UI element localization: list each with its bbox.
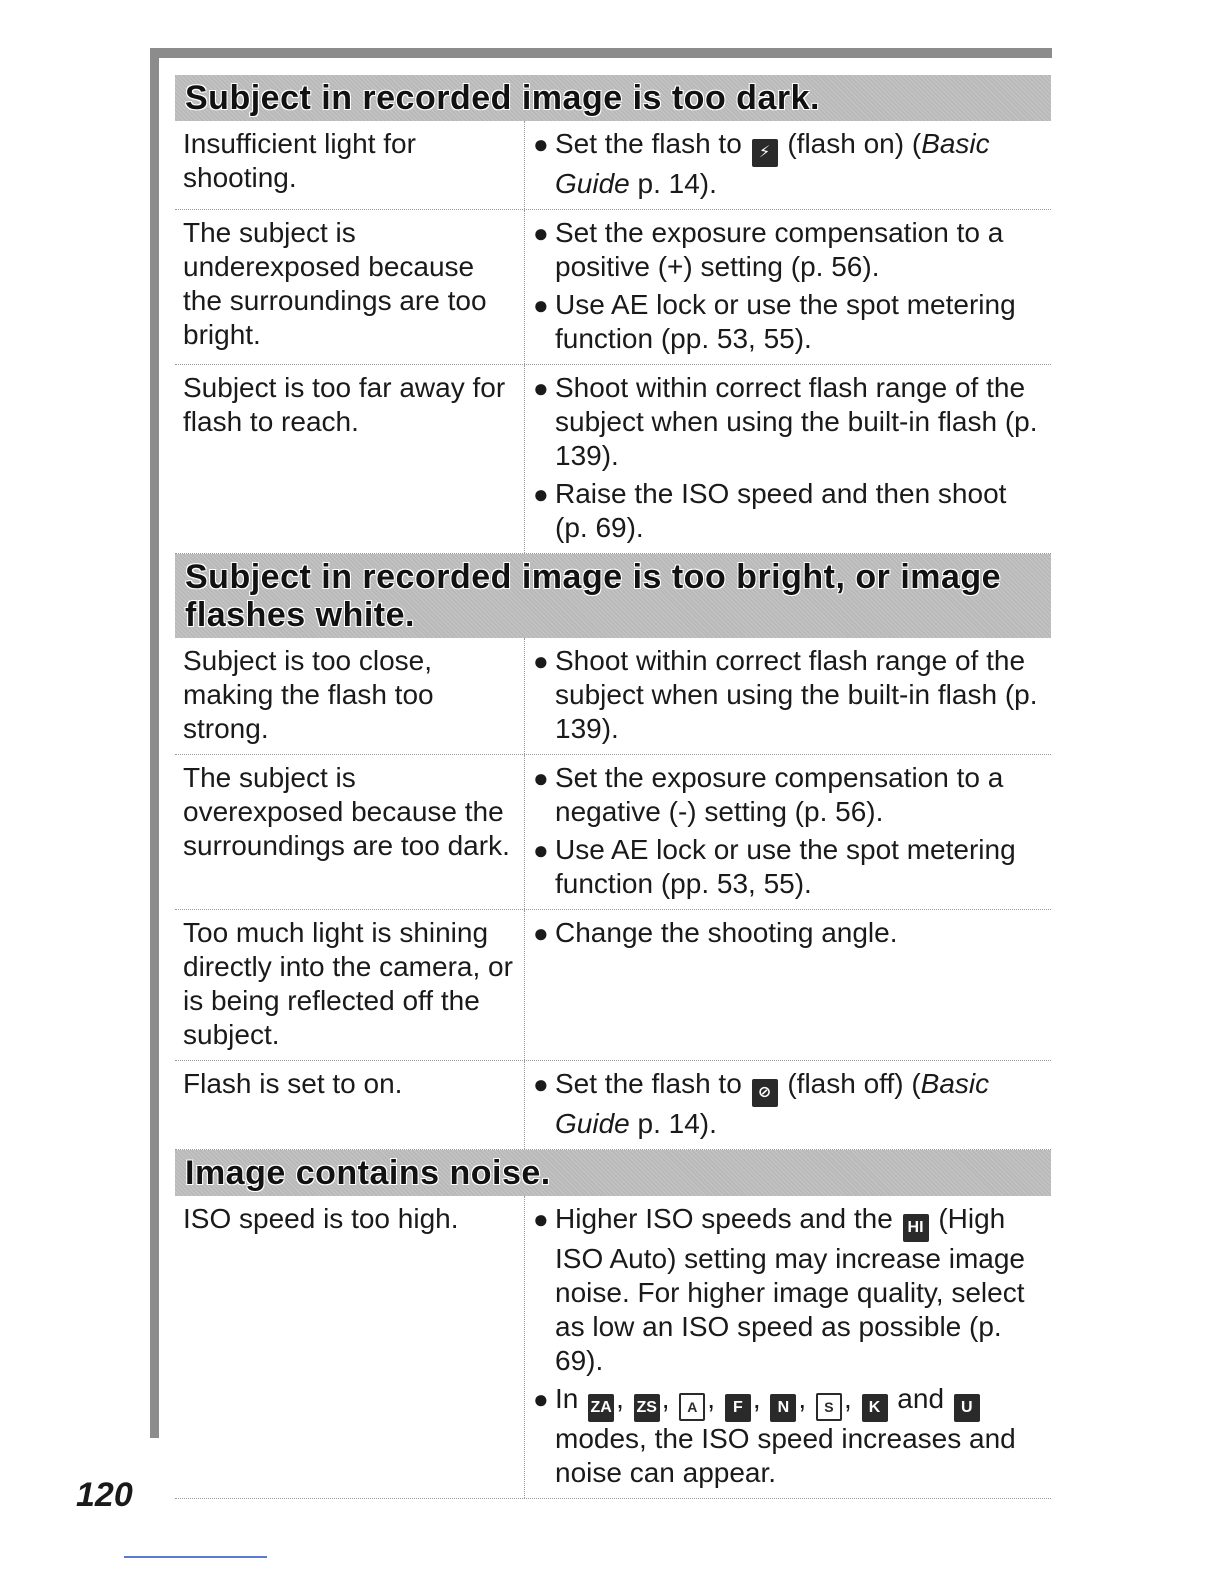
remedy-item <box>533 1202 1045 1378</box>
remedy-text: Raise the ISO speed and then shoot (p. 69). <box>555 478 1007 543</box>
remedy-text: (flash on) ( <box>779 128 922 159</box>
shooting-mode-icon: U <box>954 1394 980 1422</box>
remedy-text: Change the shooting angle. <box>555 917 898 948</box>
table-row <box>175 365 1051 554</box>
shooting-mode-icon: S <box>816 1393 842 1421</box>
guide-reference: Basic Guide <box>555 1068 990 1139</box>
cause-cell: Insufficient light for shooting. <box>175 121 525 209</box>
table-row <box>175 910 1051 1061</box>
bullet-icon: ● <box>533 1384 549 1414</box>
remedy-text: modes, the ISO speed increases and noise can appear. <box>555 1423 1016 1488</box>
remedy-item <box>533 371 1045 473</box>
cause-cell: ISO speed is too high. <box>175 1196 525 1498</box>
remedy-text: (High ISO Auto) setting may increase image noise. For higher image quality, select as low an ISO speed as possible (p. 69). <box>555 1203 1025 1376</box>
remedy-text: Set the exposure compensation to a negative (-) setting (p. 56). <box>555 762 1004 827</box>
table-row <box>175 1061 1051 1150</box>
bullet-icon: ● <box>533 835 549 865</box>
remedy-cell <box>525 365 1051 553</box>
bullet-icon: ● <box>533 479 549 509</box>
bullet-icon: ● <box>533 290 549 320</box>
remedy-text: Higher ISO speeds and the <box>555 1203 901 1234</box>
remedy-cell <box>525 210 1051 364</box>
shooting-mode-icon: A <box>679 1393 705 1421</box>
remedy-text: (flash off) ( <box>779 1068 921 1099</box>
remedy-item <box>533 1382 1045 1490</box>
remedy-text: Use AE lock or use the spot metering function (pp. 53, 55). <box>555 834 1016 899</box>
remedy-item <box>533 833 1045 901</box>
remedy-text: Use AE lock or use the spot metering function (pp. 53, 55). <box>555 289 1016 354</box>
separator: , <box>843 1383 860 1414</box>
remedy-item <box>533 127 1045 201</box>
cause-cell: Subject is too far away for flash to reach. <box>175 365 525 553</box>
bullet-icon: ● <box>533 129 549 159</box>
remedy-text: Shoot within correct flash range of the subject when using the built-in flash (p. 139). <box>555 372 1038 471</box>
cause-cell: Subject is too close, making the flash too strong. <box>175 638 525 754</box>
remedy-cell <box>525 121 1051 209</box>
cause-cell: The subject is underexposed because the surroundings are too bright. <box>175 210 525 364</box>
separator: , <box>752 1383 769 1414</box>
high-iso-auto-icon: HI <box>903 1214 929 1242</box>
remedy-text: Shoot within correct flash range of the subject when using the built-in flash (p. 139). <box>555 645 1038 744</box>
cause-cell: The subject is overexposed because the surroundings are too dark. <box>175 755 525 909</box>
table-row <box>175 638 1051 755</box>
page-number: 120 <box>76 1476 133 1514</box>
remedy-text: In <box>555 1383 587 1414</box>
flash-on-icon: ⚡ <box>752 139 778 167</box>
bullet-icon: ● <box>533 1204 549 1234</box>
troubleshooting-table <box>175 75 1051 1499</box>
separator: , <box>798 1383 814 1414</box>
remedy-item <box>533 644 1045 746</box>
bullet-icon: ● <box>533 918 549 948</box>
remedy-cell <box>525 1061 1051 1149</box>
shooting-mode-icon: K <box>862 1394 888 1422</box>
shooting-mode-icon: F <box>725 1394 751 1422</box>
flash-off-icon: ⊘ <box>752 1079 778 1107</box>
table-row <box>175 755 1051 910</box>
separator: and <box>889 1383 952 1414</box>
separator: , <box>616 1383 632 1414</box>
remedy-item <box>533 1067 1045 1141</box>
remedy-item <box>533 916 1045 950</box>
shooting-mode-icon: ZA <box>588 1394 614 1422</box>
section-title: Subject in recorded image is too bright, or image flashes white. <box>175 554 1051 638</box>
remedy-text: p. 14). <box>629 168 717 199</box>
separator: , <box>661 1383 678 1414</box>
table-row <box>175 121 1051 210</box>
bullet-icon: ● <box>533 763 549 793</box>
remedy-item <box>533 288 1045 356</box>
guide-reference: Basic Guide <box>555 128 990 199</box>
table-row <box>175 1196 1051 1499</box>
table-row <box>175 210 1051 365</box>
shooting-mode-icon: N <box>770 1394 796 1422</box>
shooting-mode-icon: ZS <box>634 1394 660 1422</box>
remedy-cell <box>525 1196 1051 1498</box>
footer-line <box>124 1556 267 1558</box>
remedy-text: Set the flash to <box>555 1068 750 1099</box>
section-title: Image contains noise. <box>175 1150 1051 1196</box>
cause-cell: Too much light is shining directly into the camera, or is being reflected off the subject. <box>175 910 525 1060</box>
remedy-text: p. 14). <box>629 1108 717 1139</box>
bullet-icon: ● <box>533 373 549 403</box>
remedy-cell <box>525 638 1051 754</box>
remedy-item <box>533 761 1045 829</box>
bullet-icon: ● <box>533 646 549 676</box>
remedy-cell <box>525 910 1051 1060</box>
cause-cell: Flash is set to on. <box>175 1061 525 1149</box>
bullet-icon: ● <box>533 218 549 248</box>
section-title: Subject in recorded image is too dark. <box>175 75 1051 121</box>
remedy-text: Set the exposure compensation to a positive (+) setting (p. 56). <box>555 217 1004 282</box>
remedy-cell <box>525 755 1051 909</box>
remedy-item <box>533 216 1045 284</box>
separator: , <box>707 1383 723 1414</box>
bullet-icon: ● <box>533 1069 549 1099</box>
remedy-item <box>533 477 1045 545</box>
remedy-text: Set the flash to <box>555 128 750 159</box>
